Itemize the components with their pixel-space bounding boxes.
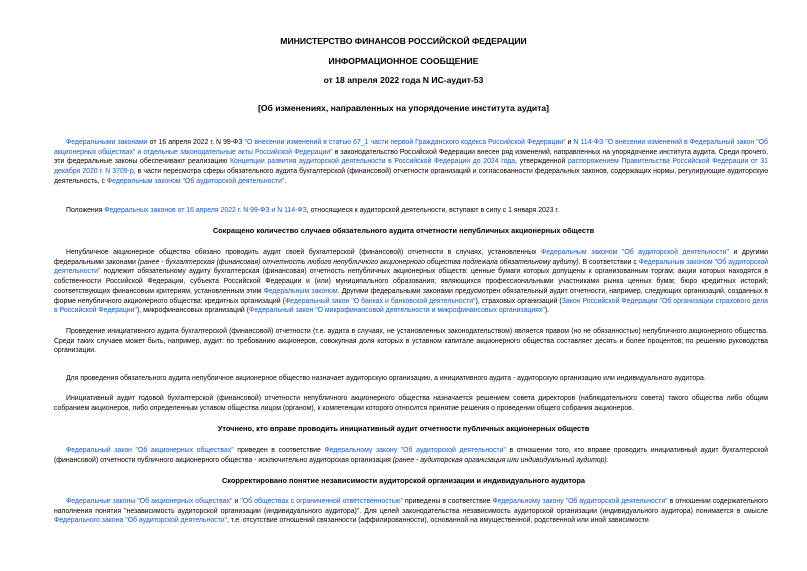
- link-audit-law[interactable]: Федеральным законом "Об аудиторской деятельности": [106, 177, 285, 185]
- document-type: ИНФОРМАЦИОННОЕ СООБЩЕНИЕ: [328, 56, 479, 66]
- section1-paragraph-2: Проведение инициативного аудита бухгалтерской (финансовой) отчетности (т.е. аудита в случаях, не установленных законодательством) является правом (но не обязанностью) непубличного акционерного общества. Среди таких случаев может быть, например, аудит: по требованию акционеров, совокупная доля которых в уставном капитале акционерного общества составляет десять и более процентов; по решению руководства организации.: [54, 328, 768, 355]
- link-audit-law[interactable]: Федеральному закону "Об аудиторской деятельности": [324, 447, 506, 454]
- link-law-114fz[interactable]: N 114-ФЗ "О внесении изменений в Федеральный закон "Об акционерных обществах" и отдельные законодательные акты Российской Федерации": [54, 139, 768, 156]
- document-date-number: от 18 апреля 2022 года N ИС-аудит-53: [323, 75, 484, 85]
- link-audit-law[interactable]: Федерального закона "Об аудиторской деятельности": [54, 517, 228, 525]
- section1-paragraph-1: Непубличное акционерное общество обязано проводить аудит своей бухгалтерской (финансовой) отчетности в случаях, установленных Федеральным законом "Об аудиторской деятельности" и другими федеральными законами (ранее - бухгалтерская (финансовая) отчетность любого непубличного акционерного общества подлежала обязательному аудиту). В соответствии с Федеральным законом "Об аудиторской деятельности" подлежит обязательному аудиту бухгалтерская (финансовая) отчетность непубличных акционерных обществ: ценные бумаги которых допущены к организованным торгам; акции которых находятся в собственности Российской Федерации, субъекта Российской Федерации и (или) муниципального образования; являющихся профессиональными участниками рынка ценных бумаг, бюро кредитных историй; соответствующих финансовым критериям, установленным этим Федеральным законом. Другими федеральными законами предусмотрен обязательный аудит отчетности, например, следующих организаций, созданных в форме непубличного акционерного общества: кредитных организаций (Федеральный закон "О банках и банковской деятельности"), страховых организаций (Закон Российской Федерации "Об организации страхового дела в Российской Федерации"), микрофинансовых организаций (Федеральный закон "О микрофинансовой деятельности и микрофинансовых организациях").: [54, 249, 769, 315]
- section-heading-3: Скорректировано понятие независимости аудиторской организации и индивидуального аудитора: [221, 476, 586, 485]
- link-federal-law[interactable]: Федеральным законом: [263, 287, 338, 295]
- link-federal-laws[interactable]: Федеральными законами: [66, 139, 148, 146]
- link-laws-99-114[interactable]: Федеральных законов от 16 апреля 2022 г. N 99-ФЗ и N 114-ФЗ: [104, 207, 307, 214]
- link-microfinance-law[interactable]: Федеральный закон "О микрофинансовой деятельности и микрофинансовых организациях": [249, 307, 545, 315]
- link-audit-law[interactable]: Федеральному закону "Об аудиторской деятельности": [492, 498, 668, 505]
- section1-paragraph-4: Инициативный аудит годовой бухгалтерской (финансовой) отчетности непубличного акционерного общества назначается решением совета директоров (наблюдательного совета) такого общества либо общим собранием акционеров, либо определенным уставом общества лицом (органом), к компетенции которого относится принятие решения о проведении общего собрания акционеров.: [54, 395, 768, 412]
- effective-date-paragraph: Положения Федеральных законов от 16 апреля 2022 г. N 99-ФЗ и N 114-ФЗ, относящиеся к аудиторской деятельности, вступают в силу с 1 января 2023 г.: [66, 207, 560, 214]
- section-heading-2: Уточнено, кто вправе проводить инициативный аудит отчетности публичных акционерных обществ: [217, 424, 590, 433]
- link-audit-concept[interactable]: Концепции развития аудиторской деятельности в Российской Федерации до 2024 года: [230, 158, 516, 166]
- link-audit-law[interactable]: Федеральным законом "Об аудиторской деятельности": [541, 249, 729, 256]
- section3-paragraph: Федеральные законы "Об акционерных обществах" и "Об обществах с ограниченной ответственностью" приведены в соответствие Федеральному закону "Об аудиторской деятельности" в отношении содержательного наполнения понятия "независимость аудиторской организации (индивидуального аудитора)". Для целей законодательства независимость аудиторской организации (индивидуального аудитора) понимается в смысле Федерального закона "Об аудиторской деятельности", т.е. отсутствие отношений связанности (аффилированности), основанной на имущественной, родственной или иной зависимости: [54, 498, 769, 525]
- ministry-title: МИНИСТЕРСТВО ФИНАНСОВ РОССИЙСКОЙ ФЕДЕРАЦИИ: [280, 36, 527, 46]
- link-audit-law[interactable]: Федеральным законом "Об аудиторской деятельности": [54, 258, 768, 276]
- section2-paragraph: Федеральный закон "Об акционерных обществах" приведен в соответствие Федеральному закону "Об аудиторской деятельности" в отношении того, кто вправе проводить инициативный аудит бухгалтерской (финансовой) отчетности публичного акционерного общества - исключительно аудиторская организация (ранее - аудиторская организация или индивидуальный аудитор).: [54, 447, 768, 464]
- section-heading-1: Сокращено количество случаев обязательного аудита отчетности непубличных акционерных обществ: [212, 226, 595, 235]
- link-law-99fz[interactable]: "О внесении изменений в статью 67_1 части первой Гражданского кодекса Российской Федерации": [244, 139, 566, 146]
- document-subject: [Об изменениях, направленных на упорядочение института аудита]: [257, 103, 550, 113]
- intro-paragraph: Федеральными законами от 16 апреля 2022 г. N 99-ФЗ "О внесении изменений в статью 67_1 части первой Гражданского кодекса Российской Федерации" и N 114-ФЗ "О внесении изменений в Федеральный закон "Об акционерных обществах" и отдельные законодательные акты Российской Федерации" в законодательство Российской Федерации внесен ряд изменений, направленных на упорядочение института аудита. Среди прочего, эти федеральные законы обеспечивают реализацию Концепции развития аудиторской деятельности в Российской Федерации до 2024 года, утвержденной распоряжением Правительства Российской Федерации от 31 декабря 2020 г. N 3709-р, в части пересмотра сферы обязательного аудита бухгалтерской (финансовой) отчетности организаций и согласованности федеральных законов, содержащих нормы, регулирующие аудиторскую деятельность, с Федеральным законом "Об аудиторской деятельности".: [54, 139, 769, 185]
- link-banking-law[interactable]: Федеральный закон "О банках и банковской деятельности": [284, 297, 476, 305]
- link-government-order[interactable]: распоряжением Правительства Российской Федерации от 31 декабря 2020 г. N 3709-р: [54, 158, 768, 176]
- link-llc-law[interactable]: "Об обществах с ограниченной ответственностью": [240, 498, 404, 505]
- link-joint-stock-law[interactable]: Федеральные законы "Об акционерных обществах": [66, 498, 233, 505]
- section1-paragraph-3: Для проведения обязательного аудита непубличное акционерное общество назначает аудиторскую организацию, а инициативного аудита - аудиторскую организацию или индивидуального аудитора.: [66, 375, 706, 382]
- link-insurance-law[interactable]: Закон Российской Федерации "Об организации страхового дела в Российской Федерации": [54, 297, 769, 315]
- link-joint-stock-law[interactable]: Федеральный закон "Об акционерных обществах": [66, 447, 234, 454]
